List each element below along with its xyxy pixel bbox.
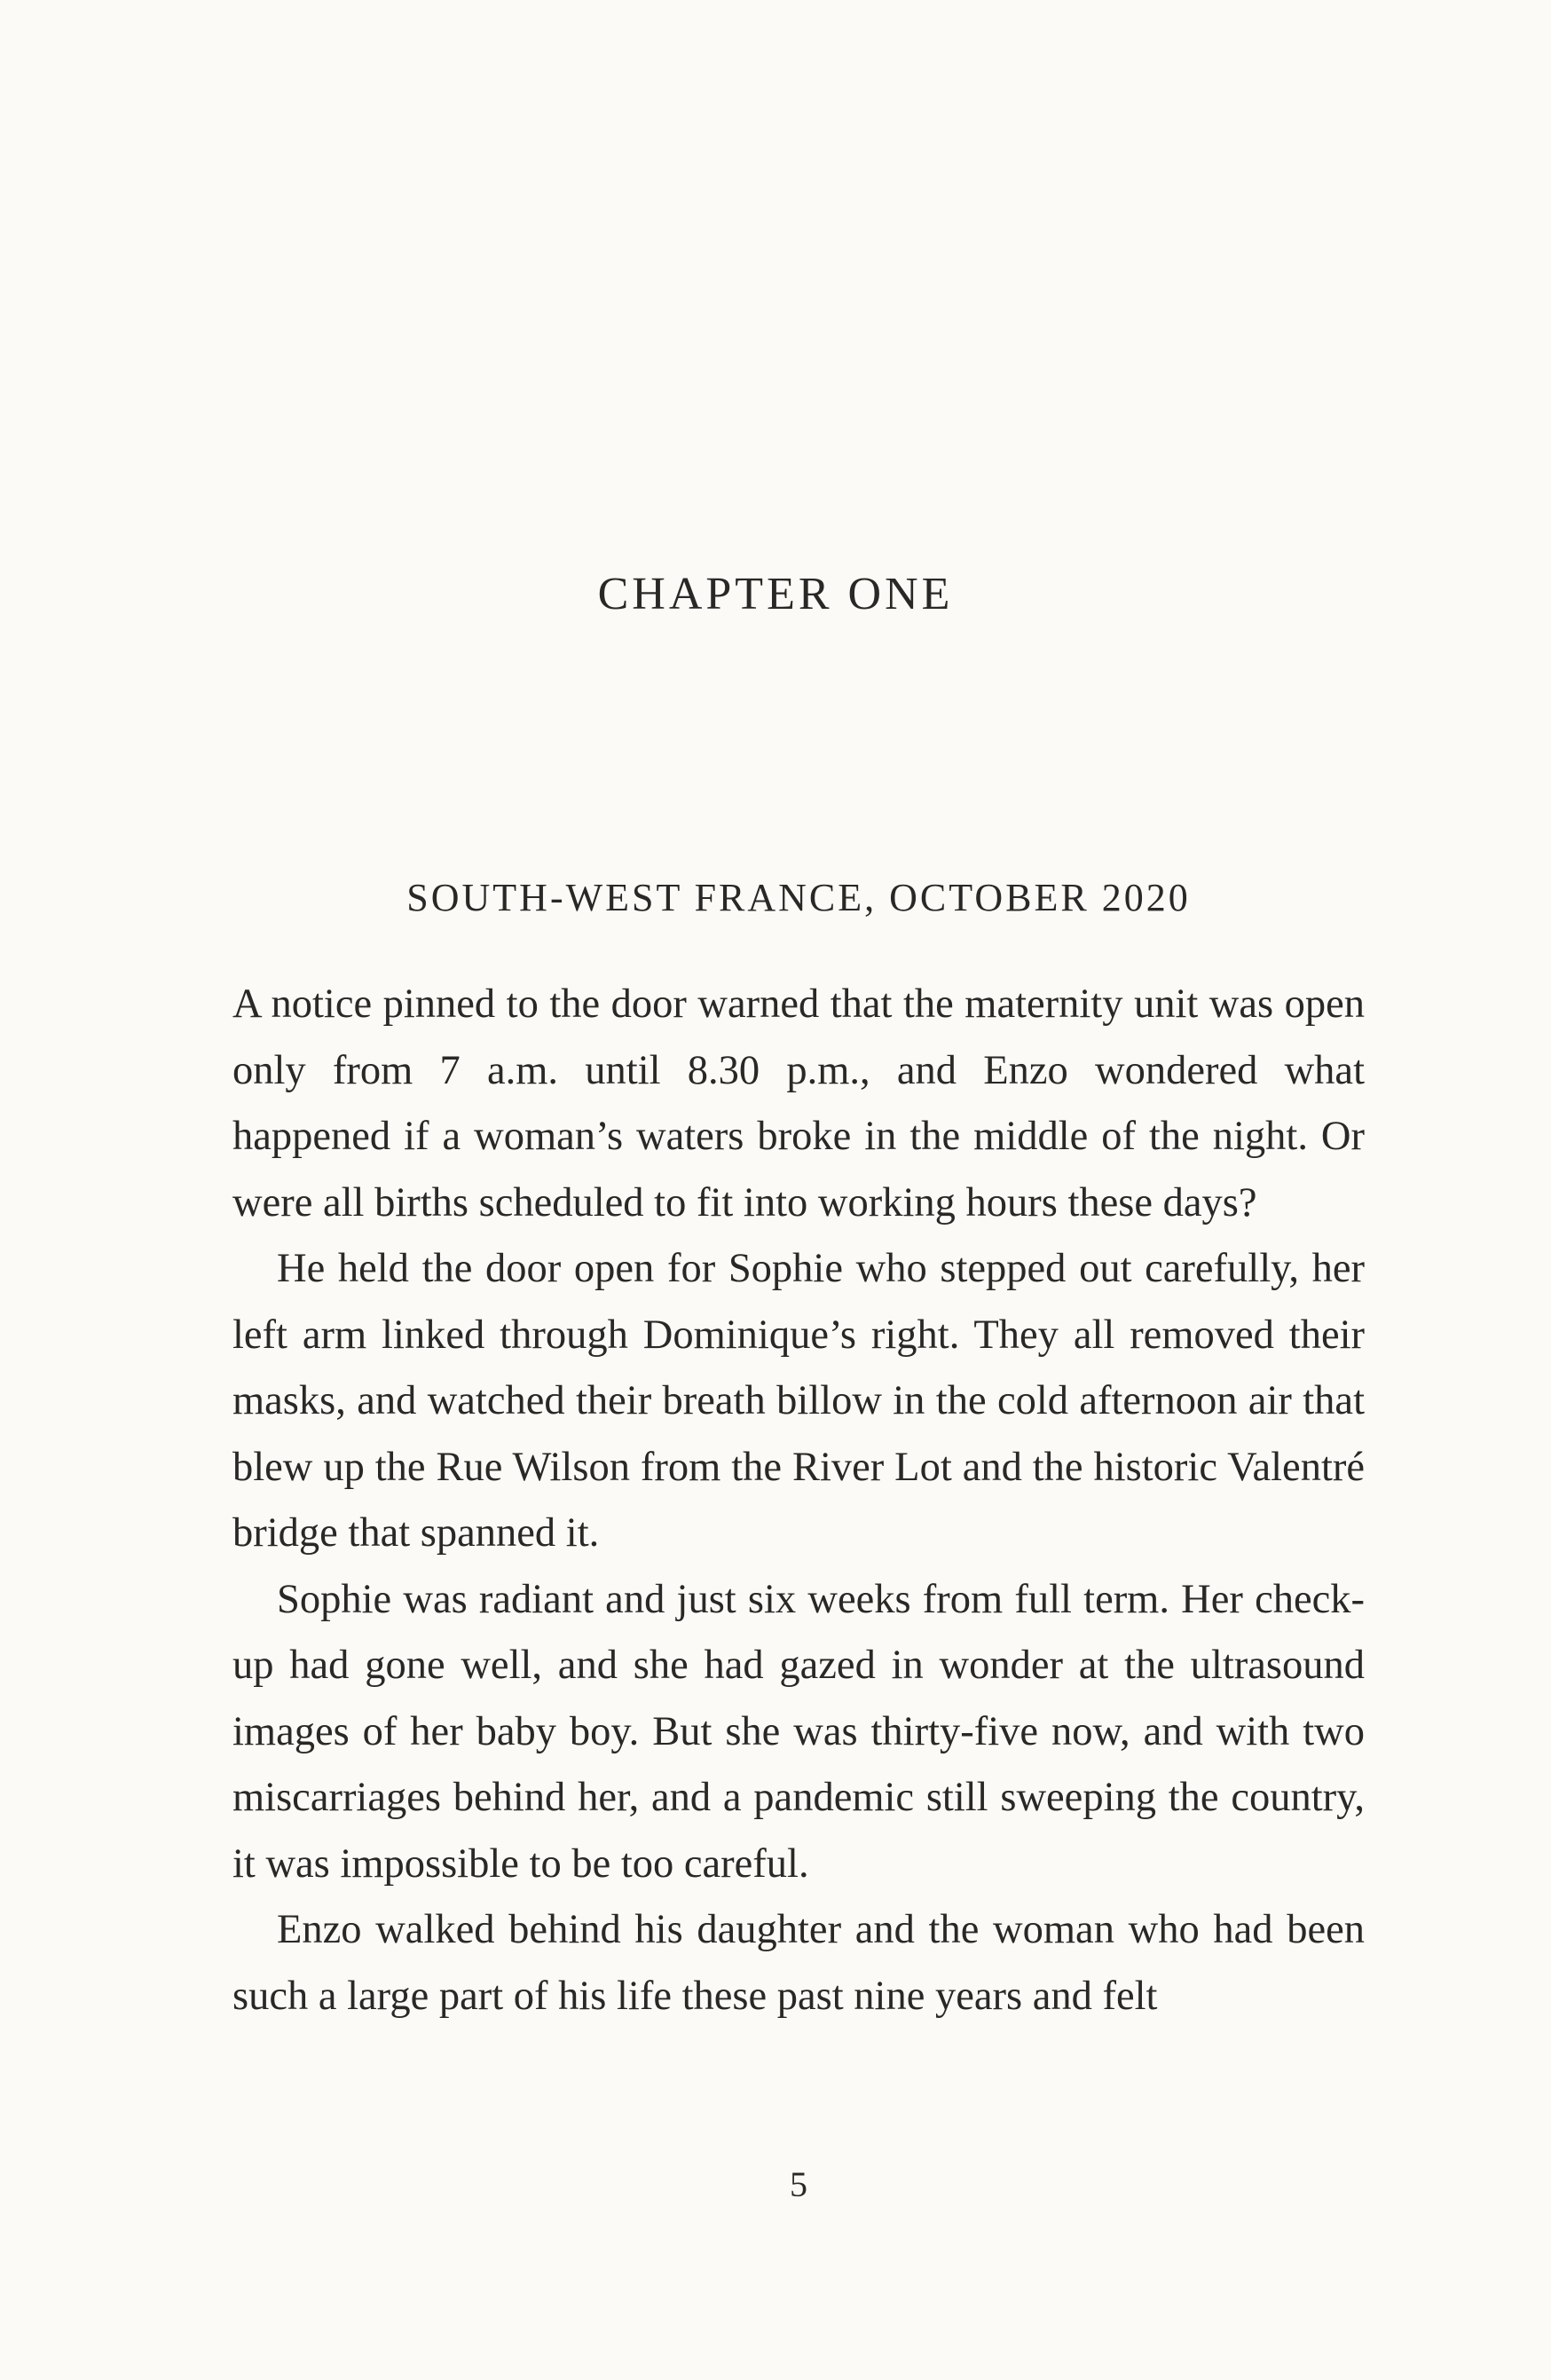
paragraph: A notice pinned to the door warned that the maternity unit was open only from 7 a.m. until 8.30 p.m., and Enzo wondered what happened if a woman’s waters broke in the middle of the night. Or were all births scheduled to fit into working hours these days?	[232, 981, 1365, 1225]
body-text	[232, 972, 1365, 2029]
paragraph: Enzo walked behind his daughter and the woman who had been such a large part of his life these past nine years and felt	[232, 1907, 1365, 2019]
page-number: 5	[790, 2164, 807, 2204]
paragraph: Sophie was radiant and just six weeks from full term. Her check-up had gone well, and she had gazed in wonder at the ultrasound images of her baby boy. But she was thirty-five now, and with two miscarriages behind her, and a pandemic still sweeping the country, it was impossible to be too careful.	[232, 1576, 1365, 1887]
paragraph: He held the door open for Sophie who stepped out carefully, her left arm linked through Dominique’s right. They all removed their masks, and watched their breath billow in the cold afternoon air that blew up the Rue Wilson from the River Lot and the historic Valentré bridge that spanned it.	[232, 1246, 1365, 1556]
chapter-title: CHAPTER ONE	[597, 569, 954, 619]
chapter-location-heading: SOUTH-WEST FRANCE, OCTOBER 2020	[406, 876, 1191, 919]
